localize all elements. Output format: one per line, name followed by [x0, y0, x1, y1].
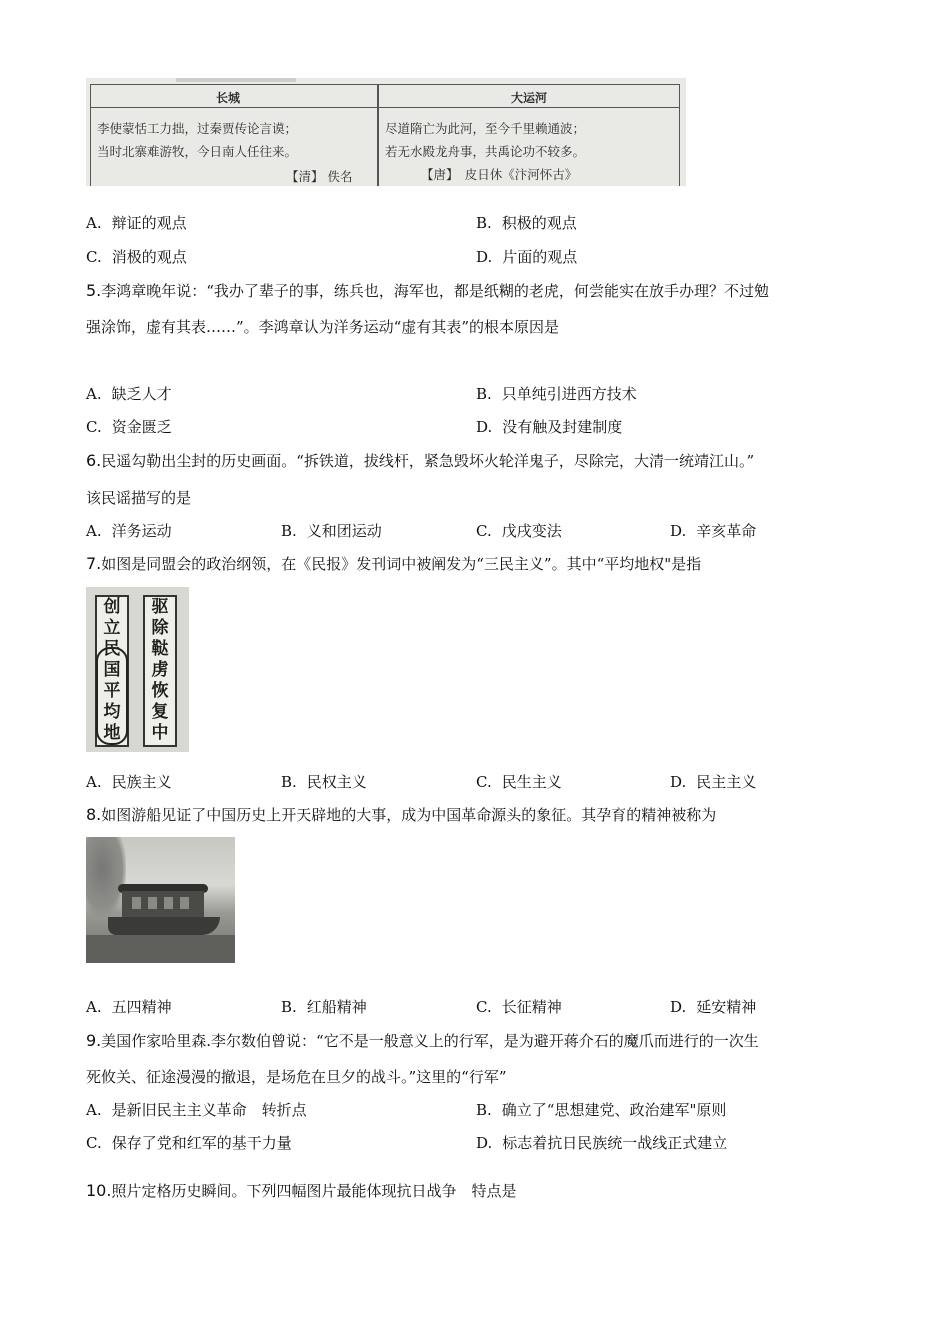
q9-stem-line-1 [86, 1030, 759, 1052]
program-char: 除 [151, 618, 169, 638]
option-text: 积极的观点 [501, 214, 577, 232]
q5-option-a[interactable] [86, 383, 172, 405]
option-text: 保存了党和红军的基干力量 [111, 1134, 292, 1152]
q10-stem-line-1 [86, 1180, 516, 1202]
option-key: C. [476, 998, 492, 1016]
question-number: 8. [86, 805, 102, 824]
q9-option-d[interactable] [476, 1132, 727, 1154]
q8-option-b[interactable] [281, 996, 367, 1018]
table-frame [90, 84, 680, 186]
option-text: 辩证的观点 [111, 214, 187, 232]
option-text: 民族主义 [111, 773, 172, 791]
program-char: 均 [103, 702, 121, 722]
program-strip-right [143, 595, 177, 747]
poem-comparison-table-image [86, 78, 686, 186]
great-wall-poem-source: 【清】 佚名 [286, 169, 353, 184]
circled-mark [96, 647, 128, 745]
q6-stem-line-2: 该民谣描写的是 [86, 489, 192, 507]
option-text: 片面的观点 [502, 248, 578, 266]
option-text: 红船精神 [306, 998, 367, 1016]
program-char: 鞑 [151, 639, 169, 659]
option-key: A. [86, 214, 102, 232]
option-text: 洋务运动 [111, 522, 172, 540]
option-text: 长征精神 [501, 998, 562, 1016]
q7-option-b[interactable] [281, 771, 367, 793]
program-char: 创 [103, 597, 121, 617]
option-text: 民主主义 [696, 773, 757, 791]
option-key: B. [281, 998, 297, 1016]
q7-option-d[interactable] [670, 771, 756, 793]
option-key: D. [476, 1134, 493, 1152]
q9-option-c[interactable] [86, 1132, 292, 1154]
tongmenghui-program-image [86, 587, 189, 752]
scan-smudge [176, 78, 296, 82]
option-key: C. [86, 1134, 102, 1152]
program-char: 驱 [151, 597, 169, 617]
program-char: 国 [103, 660, 121, 680]
option-key: A. [86, 773, 102, 791]
option-text: 确立了“思想建党、政治建军"原则 [501, 1101, 727, 1119]
great-wall-poem-line-2: 当时北寨难游牧，今日南人任往来。 [97, 144, 298, 159]
option-key: B. [281, 773, 297, 791]
option-text: 是新旧民主主义革命 转折点 [111, 1101, 307, 1119]
q5-option-d[interactable] [476, 416, 622, 438]
option-text: 缺乏人才 [111, 385, 172, 403]
program-char: 民 [103, 639, 121, 659]
q9-option-b[interactable] [476, 1099, 726, 1121]
q5-option-c[interactable] [86, 416, 172, 438]
q6-stem-line-1 [86, 450, 754, 472]
q9-option-a[interactable] [86, 1099, 307, 1121]
grand-canal-poem-line-2: 若无水殿龙舟事，共禹论功不较多。 [385, 144, 586, 159]
option-key: A. [86, 522, 102, 540]
option-key: D. [670, 522, 687, 540]
program-char: 平 [103, 681, 121, 701]
photo-water [86, 935, 235, 963]
table-header-grand-canal: 大运河 [511, 91, 548, 105]
q6-option-a[interactable] [86, 520, 172, 542]
grand-canal-poem-line-1: 尽道隋亡为此河，至今千里赖通波； [385, 121, 586, 136]
question-text: 如图是同盟会的政治纲领，在《民报》发刊词中被阐发为“三民主义”。其中“平均地权"是指 [101, 555, 702, 573]
q9-stem-line-2: 死攸关、征途漫漫的撤退，是场危在旦夕的战斗。”这里的“行军” [86, 1068, 507, 1086]
program-char: 恢 [151, 681, 169, 701]
table-header-row [91, 85, 679, 108]
question-number: 9. [86, 1031, 102, 1050]
option-text: 只单纯引进西方技术 [501, 385, 637, 403]
table-header-great-wall: 长城 [216, 91, 241, 105]
boat-window [180, 897, 189, 909]
option-key: D. [670, 998, 687, 1016]
q8-option-d[interactable] [670, 996, 756, 1018]
option-text: 标志着抗日民族统一战线正式建立 [502, 1134, 728, 1152]
boat-window [148, 897, 157, 909]
q5-option-b[interactable] [476, 383, 637, 405]
q4-option-c[interactable] [86, 246, 187, 268]
q8-option-a[interactable] [86, 996, 172, 1018]
option-text: 辛亥革命 [696, 522, 757, 540]
option-text: 五四精神 [111, 998, 172, 1016]
option-key: D. [476, 248, 493, 266]
boat-hull [108, 917, 220, 935]
q7-stem-line-1 [86, 553, 701, 575]
q6-option-b[interactable] [281, 520, 382, 542]
red-boat-photo [86, 837, 235, 963]
question-text: 如图游船见证了中国历史上开天辟地的大事，成为中国革命源头的象征。其孕育的精神被称为 [101, 806, 717, 824]
option-key: C. [86, 248, 102, 266]
q6-option-d[interactable] [670, 520, 756, 542]
option-key: B. [476, 214, 492, 232]
option-key: D. [476, 418, 493, 436]
q5-stem-line-2: 强涂饰，虚有其表……”。李鸿章认为洋务运动“虚有其表”的根本原因是 [86, 318, 560, 336]
option-key: B. [476, 385, 492, 403]
q4-option-a[interactable] [86, 212, 187, 234]
q8-stem-line-1 [86, 804, 716, 826]
option-text: 消极的观点 [111, 248, 187, 266]
program-char: 虏 [151, 660, 169, 680]
q8-option-c[interactable] [476, 996, 562, 1018]
q7-option-c[interactable] [476, 771, 562, 793]
option-text: 戊戌变法 [501, 522, 562, 540]
question-number: 7. [86, 554, 102, 573]
question-number: 5. [86, 281, 102, 300]
question-text: 照片定格历史瞬间。下列四幅图片最能体现抗日战争 特点是 [111, 1182, 517, 1200]
option-text: 义和团运动 [306, 522, 382, 540]
program-char: 复 [151, 702, 169, 722]
question-text: 李鸿章晚年说：“我办了辈子的事，练兵也，海军也，都是纸糊的老虎，何尝能实在放手办理？不过勉 [101, 282, 769, 300]
question-number: 6. [86, 451, 102, 470]
question-text: 民遥勾勒出尘封的历史画面。“拆铁道，拔线杆，紧急毁坏火轮洋鬼子，尽除完，大清一统靖江山。” [101, 452, 755, 470]
option-text: 民权主义 [306, 773, 367, 791]
program-char: 立 [103, 618, 121, 638]
photo-tree [86, 837, 126, 917]
table-divider [377, 85, 379, 186]
q4-option-d[interactable] [476, 246, 577, 268]
q6-option-c[interactable] [476, 520, 562, 542]
question-text: 美国作家哈里森.李尔数伯曾说：“它不是一般意义上的行军，是为避开蒋介石的魔爪而进行的一次生 [101, 1032, 759, 1050]
q7-option-a[interactable] [86, 771, 172, 793]
option-key: B. [281, 522, 297, 540]
option-key: A. [86, 1101, 102, 1119]
q4-option-b[interactable] [476, 212, 577, 234]
program-char: 中 [151, 723, 169, 743]
option-key: A. [86, 998, 102, 1016]
option-text: 延安精神 [696, 998, 757, 1016]
option-key: D. [670, 773, 687, 791]
great-wall-poem-line-1: 李使蒙恬工力拙，过秦贾传论言谟； [97, 121, 298, 136]
option-text: 民生主义 [501, 773, 562, 791]
question-number: 10. [86, 1181, 112, 1200]
q5-stem-line-1 [86, 280, 769, 302]
option-key: C. [476, 773, 492, 791]
option-key: A. [86, 385, 102, 403]
option-key: C. [86, 418, 102, 436]
option-text: 资金匮乏 [111, 418, 172, 436]
option-text: 没有触及封建制度 [502, 418, 623, 436]
program-char: 地 [103, 723, 121, 743]
option-key: C. [476, 522, 492, 540]
grand-canal-poem-source: 【唐】 皮日休《汴河怀古》 [421, 167, 578, 182]
boat-window [132, 897, 141, 909]
boat-window [164, 897, 173, 909]
option-key: B. [476, 1101, 492, 1119]
